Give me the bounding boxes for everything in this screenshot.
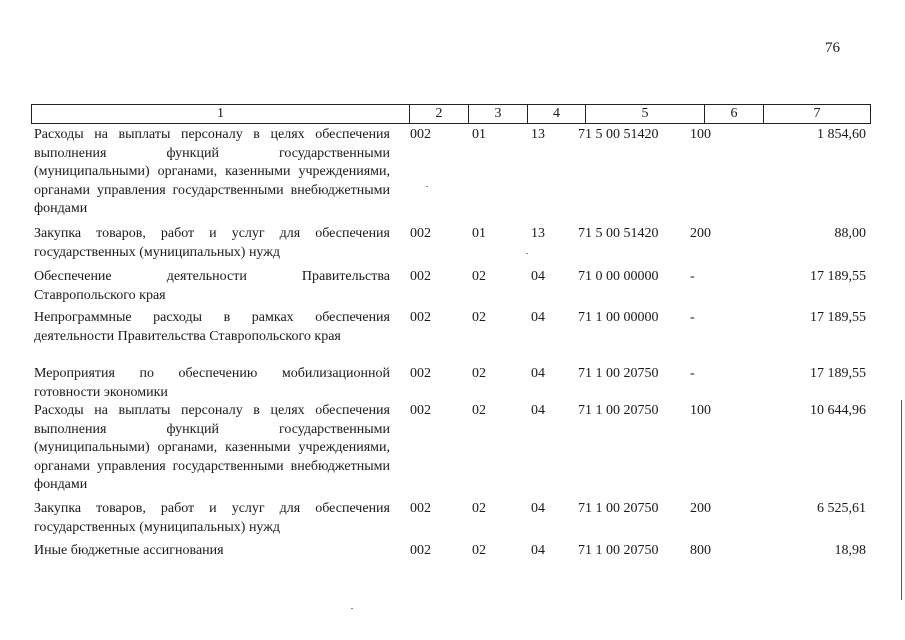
row-col-5: 71 1 00 20750 xyxy=(578,403,659,418)
row-col-5: 71 5 00 51420 xyxy=(578,226,659,241)
row-col-6: 100 xyxy=(690,127,711,142)
header-col-2: 2 xyxy=(409,105,468,123)
row-col-2: 002 xyxy=(410,366,431,381)
row-col-4: 04 xyxy=(531,403,545,418)
row-col-6: - xyxy=(690,366,695,381)
row-col-5: 71 1 00 00000 xyxy=(578,310,659,325)
row-col-7: 1 854,60 xyxy=(817,127,866,142)
scan-speck xyxy=(526,253,528,254)
row-col-2: 002 xyxy=(410,269,431,284)
row-col-4: 04 xyxy=(531,501,545,516)
row-description: Закупка товаров, работ и услуг для обеспечения государственных (муниципальных) нужд xyxy=(34,501,390,535)
row-col-4: 04 xyxy=(531,543,545,558)
row-col-4: 13 xyxy=(531,127,545,142)
header-col-4: 4 xyxy=(527,105,585,123)
header-col-5: 5 xyxy=(585,105,704,123)
row-description: Закупка товаров, работ и услуг для обеспечения государственных (муниципальных) нужд xyxy=(34,226,390,260)
page-number: 76 xyxy=(825,40,840,56)
row-col-4: 04 xyxy=(531,366,545,381)
row-description: Иные бюджетные ассигнования xyxy=(34,543,224,558)
row-col-3: 01 xyxy=(472,226,486,241)
scan-speck xyxy=(426,186,428,187)
row-col-6: 100 xyxy=(690,403,711,418)
row-col-2: 002 xyxy=(410,403,431,418)
row-col-7: 88,00 xyxy=(834,226,866,241)
row-description: Расходы на выплаты персоналу в целях обеспечения выполнения функций государственными (муниципальными) органами, казенными учреждениями, органами управления государственными внебюджетными фондами xyxy=(34,403,390,493)
header-col-7: 7 xyxy=(763,105,870,123)
row-col-6: - xyxy=(690,310,695,325)
row-description: Непрограммные расходы в рамках обеспечения деятельности Правительства Ставропольского края xyxy=(34,310,390,344)
row-col-7: 18,98 xyxy=(834,543,866,558)
row-col-5: 71 1 00 20750 xyxy=(578,501,659,516)
row-col-3: 02 xyxy=(472,403,486,418)
row-col-7: 17 189,55 xyxy=(810,366,866,381)
row-col-3: 02 xyxy=(472,501,486,516)
row-col-6: 200 xyxy=(690,226,711,241)
row-col-3: 02 xyxy=(472,310,486,325)
header-col-6: 6 xyxy=(704,105,763,123)
header-col-3: 3 xyxy=(468,105,527,123)
row-col-5: 71 0 00 00000 xyxy=(578,269,659,284)
table-header-row xyxy=(31,104,871,124)
row-col-7: 6 525,61 xyxy=(817,501,866,516)
row-col-4: 04 xyxy=(531,310,545,325)
row-col-7: 10 644,96 xyxy=(810,403,866,418)
row-col-2: 002 xyxy=(410,226,431,241)
row-col-2: 002 xyxy=(410,127,431,142)
row-col-6: - xyxy=(690,269,695,284)
row-description: Обеспечение деятельности Правительства Ставропольского края xyxy=(34,269,390,303)
row-col-6: 200 xyxy=(690,501,711,516)
row-col-6: 800 xyxy=(690,543,711,558)
row-col-4: 04 xyxy=(531,269,545,284)
row-col-7: 17 189,55 xyxy=(810,269,866,284)
scan-edge-line xyxy=(901,400,902,600)
row-col-3: 01 xyxy=(472,127,486,142)
row-col-5: 71 1 00 20750 xyxy=(578,543,659,558)
row-col-3: 02 xyxy=(472,269,486,284)
row-col-2: 002 xyxy=(410,310,431,325)
row-col-7: 17 189,55 xyxy=(810,310,866,325)
row-col-4: 13 xyxy=(531,226,545,241)
row-col-5: 71 5 00 51420 xyxy=(578,127,659,142)
row-description: Расходы на выплаты персоналу в целях обеспечения выполнения функций государственными (муниципальными) органами, казенными учреждениями, органами управления государственными внебюджетными фондами xyxy=(34,127,390,217)
scan-speck xyxy=(351,608,353,609)
row-description: Мероприятия по обеспечению мобилизационной готовности экономики xyxy=(34,366,390,400)
header-col-1: 1 xyxy=(217,106,224,121)
row-col-3: 02 xyxy=(472,543,486,558)
row-col-2: 002 xyxy=(410,501,431,516)
row-col-5: 71 1 00 20750 xyxy=(578,366,659,381)
row-col-3: 02 xyxy=(472,366,486,381)
row-col-2: 002 xyxy=(410,543,431,558)
